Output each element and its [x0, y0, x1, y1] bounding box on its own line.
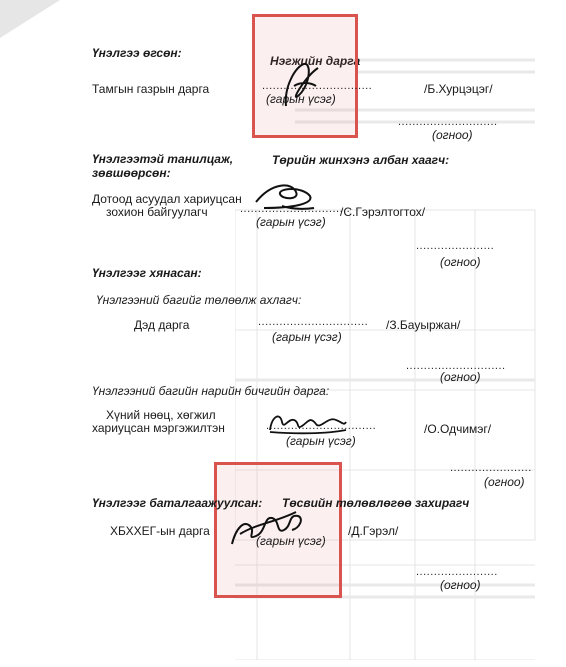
signature-1 — [276, 56, 326, 112]
certified-name: /Д.Гэрэл/ — [348, 524, 399, 538]
acknowledged-position-line1: Дотоод асуудал хариуцсан — [92, 192, 242, 206]
certified-header-right: Төсвийн төлөвлөгөө захирагч — [282, 496, 470, 510]
approved-header-right: Нэгжийн дарга — [270, 54, 361, 68]
date-line: ....................... — [450, 462, 532, 474]
date-line: ...................... — [416, 240, 495, 252]
reviewed-subheader: Үнэлгээний багийг төлөөлж ахлагч: — [96, 293, 302, 307]
reviewed-name: /З.Бауыржан/ — [386, 318, 461, 332]
date-line: ............................ — [398, 116, 498, 128]
approved-position: Тамгын газрын дарга — [92, 82, 210, 96]
sign-hint: (гарын үсэг) — [286, 434, 356, 448]
date-hint: (огноо) — [484, 475, 525, 489]
sign-hint: (гарын үсэг) — [256, 534, 326, 548]
approved-header: Үнэлгээ өгсөн: — [92, 46, 182, 60]
sign-hint: (гарын үсэг) — [256, 215, 326, 229]
acknowledged-header-right: Төрийн жинхэнэ албан хаагч: — [272, 153, 450, 167]
signature-4 — [226, 504, 306, 550]
signature-3 — [266, 410, 348, 436]
date-line: ....................... — [416, 566, 498, 578]
acknowledged-header-line2: зөвшөөрсөн: — [92, 166, 171, 180]
secretary-position-line1: Хүний нөөц, хөгжил — [106, 408, 216, 422]
reviewed-position: Дэд дарга — [134, 318, 190, 332]
sign-hint: (гарын үсэг) — [272, 330, 342, 344]
signature-line: ............................... — [266, 420, 377, 432]
signature-line: ............................... — [262, 80, 373, 92]
date-hint: (огноо) — [440, 370, 481, 384]
sign-hint: (гарын үсэг) — [266, 92, 336, 106]
signature-2 — [252, 178, 318, 214]
acknowledged-name: /С.Гэрэлтогтох/ — [340, 205, 426, 219]
secretary-position-line2: хариуцсан мэргэжилтэн — [92, 421, 225, 435]
approved-name: /Б.Хурцэцэг/ — [424, 82, 493, 96]
page-fold-shadow — [0, 0, 60, 40]
secretary-header: Үнэлгээний багийн нарийн бичгийн дарга: — [92, 384, 330, 398]
reviewed-header: Үнэлгээг хянасан: — [92, 266, 202, 280]
certified-header: Үнэлгээг баталгаажуулсан: — [92, 496, 263, 510]
signature-line: ............................... — [240, 203, 351, 215]
signature-line: ............................... — [258, 316, 369, 328]
secretary-name: /О.Одчимэг/ — [424, 422, 492, 436]
certified-position: ХБХХЕГ-ын дарга — [110, 524, 210, 538]
acknowledged-header-line1: Үнэлгээтэй танилцаж, — [92, 152, 234, 166]
date-hint: (огноо) — [440, 255, 481, 269]
date-hint: (огноо) — [440, 578, 481, 592]
acknowledged-position-line2: зохион байгуулагч — [106, 205, 208, 219]
date-hint: (огноо) — [432, 128, 473, 142]
date-line: ............................ — [406, 360, 506, 372]
